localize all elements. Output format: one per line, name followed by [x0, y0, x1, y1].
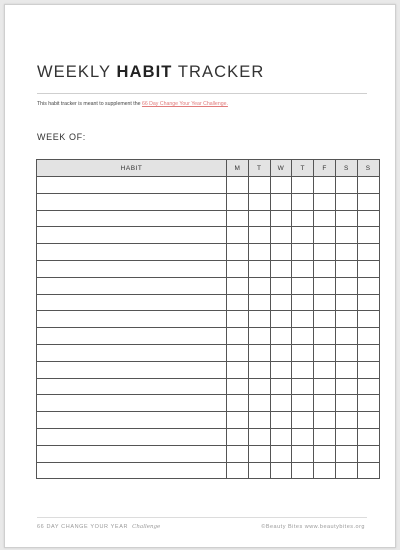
day-checkbox-cell[interactable] [270, 361, 292, 378]
challenge-link[interactable]: 66 Day Change Your Year Challenge. [141, 101, 228, 107]
day-checkbox-cell[interactable] [227, 462, 249, 479]
day-checkbox-cell[interactable] [270, 462, 292, 479]
day-checkbox-cell[interactable] [335, 294, 357, 311]
header-thursday: T [292, 160, 314, 177]
table-row [37, 378, 380, 395]
habit-cell[interactable] [37, 277, 227, 294]
day-checkbox-cell[interactable] [357, 344, 379, 361]
habit-cell[interactable] [37, 193, 227, 210]
day-checkbox-cell[interactable] [292, 311, 314, 328]
day-checkbox-cell[interactable] [357, 311, 379, 328]
day-checkbox-cell[interactable] [292, 177, 314, 194]
day-checkbox-cell[interactable] [357, 428, 379, 445]
day-checkbox-cell[interactable] [270, 428, 292, 445]
day-checkbox-cell[interactable] [314, 193, 336, 210]
day-checkbox-cell[interactable] [270, 210, 292, 227]
day-checkbox-cell[interactable] [357, 361, 379, 378]
day-checkbox-cell[interactable] [357, 328, 379, 345]
day-checkbox-cell[interactable] [248, 177, 270, 194]
day-checkbox-cell[interactable] [227, 277, 249, 294]
day-checkbox-cell[interactable] [357, 445, 379, 462]
day-checkbox-cell[interactable] [357, 412, 379, 429]
day-checkbox-cell[interactable] [314, 311, 336, 328]
day-checkbox-cell[interactable] [314, 244, 336, 261]
day-checkbox-cell[interactable] [248, 344, 270, 361]
title-suffix: TRACKER [172, 63, 265, 81]
day-checkbox-cell[interactable] [314, 378, 336, 395]
day-checkbox-cell[interactable] [248, 378, 270, 395]
table-row [37, 445, 380, 462]
title-prefix: WEEKLY [37, 63, 117, 81]
day-checkbox-cell[interactable] [292, 260, 314, 277]
day-checkbox-cell[interactable] [335, 412, 357, 429]
day-checkbox-cell[interactable] [227, 412, 249, 429]
day-checkbox-cell[interactable] [314, 227, 336, 244]
page-title [37, 63, 264, 82]
day-checkbox-cell[interactable] [292, 428, 314, 445]
day-checkbox-cell[interactable] [227, 395, 249, 412]
day-checkbox-cell[interactable] [357, 462, 379, 479]
day-checkbox-cell[interactable] [270, 395, 292, 412]
day-checkbox-cell[interactable] [248, 277, 270, 294]
day-checkbox-cell[interactable] [248, 210, 270, 227]
day-checkbox-cell[interactable] [314, 344, 336, 361]
habit-cell[interactable] [37, 244, 227, 261]
day-checkbox-cell[interactable] [292, 193, 314, 210]
day-checkbox-cell[interactable] [335, 462, 357, 479]
table-row [37, 277, 380, 294]
day-checkbox-cell[interactable] [227, 177, 249, 194]
footer-left [37, 524, 160, 530]
habit-cell[interactable] [37, 428, 227, 445]
day-checkbox-cell[interactable] [227, 378, 249, 395]
day-checkbox-cell[interactable] [335, 378, 357, 395]
day-checkbox-cell[interactable] [292, 294, 314, 311]
day-checkbox-cell[interactable] [270, 193, 292, 210]
day-checkbox-cell[interactable] [335, 227, 357, 244]
header-habit: HABIT [37, 160, 227, 177]
day-checkbox-cell[interactable] [227, 445, 249, 462]
day-checkbox-cell[interactable] [292, 462, 314, 479]
day-checkbox-cell[interactable] [357, 277, 379, 294]
day-checkbox-cell[interactable] [270, 244, 292, 261]
day-checkbox-cell[interactable] [270, 328, 292, 345]
habit-cell[interactable] [37, 361, 227, 378]
table-row [37, 260, 380, 277]
day-checkbox-cell[interactable] [248, 328, 270, 345]
header-sunday: S [357, 160, 379, 177]
day-checkbox-cell[interactable] [248, 244, 270, 261]
table-row [37, 462, 380, 479]
day-checkbox-cell[interactable] [292, 361, 314, 378]
day-checkbox-cell[interactable] [270, 311, 292, 328]
day-checkbox-cell[interactable] [335, 244, 357, 261]
day-checkbox-cell[interactable] [357, 260, 379, 277]
day-checkbox-cell[interactable] [270, 277, 292, 294]
day-checkbox-cell[interactable] [335, 344, 357, 361]
day-checkbox-cell[interactable] [357, 378, 379, 395]
day-checkbox-cell[interactable] [314, 294, 336, 311]
day-checkbox-cell[interactable] [292, 412, 314, 429]
day-checkbox-cell[interactable] [314, 177, 336, 194]
day-checkbox-cell[interactable] [335, 328, 357, 345]
day-checkbox-cell[interactable] [314, 428, 336, 445]
day-checkbox-cell[interactable] [270, 227, 292, 244]
day-checkbox-cell[interactable] [335, 260, 357, 277]
day-checkbox-cell[interactable] [270, 412, 292, 429]
footer-challenge-name: 66 DAY CHANGE YOUR YEAR [37, 524, 129, 530]
day-checkbox-cell[interactable] [270, 260, 292, 277]
day-checkbox-cell[interactable] [248, 462, 270, 479]
table-row [37, 244, 380, 261]
habit-cell[interactable] [37, 412, 227, 429]
day-checkbox-cell[interactable] [292, 328, 314, 345]
habit-tracker-table [36, 159, 380, 479]
day-checkbox-cell[interactable] [270, 294, 292, 311]
header-friday: F [314, 160, 336, 177]
day-checkbox-cell[interactable] [270, 177, 292, 194]
day-checkbox-cell[interactable] [227, 361, 249, 378]
day-checkbox-cell[interactable] [292, 395, 314, 412]
habit-cell[interactable] [37, 294, 227, 311]
header-saturday: S [335, 160, 357, 177]
table-row [37, 227, 380, 244]
day-checkbox-cell[interactable] [292, 227, 314, 244]
table-row [37, 344, 380, 361]
day-checkbox-cell[interactable] [292, 344, 314, 361]
day-checkbox-cell[interactable] [292, 210, 314, 227]
day-checkbox-cell[interactable] [357, 227, 379, 244]
day-checkbox-cell[interactable] [248, 311, 270, 328]
table-row [37, 177, 380, 194]
title-bold: HABIT [116, 63, 173, 81]
day-checkbox-cell[interactable] [357, 193, 379, 210]
day-checkbox-cell[interactable] [292, 378, 314, 395]
day-checkbox-cell[interactable] [292, 244, 314, 261]
day-checkbox-cell[interactable] [335, 428, 357, 445]
day-checkbox-cell[interactable] [227, 344, 249, 361]
day-checkbox-cell[interactable] [227, 294, 249, 311]
habit-cell[interactable] [37, 445, 227, 462]
table-header-row [37, 160, 380, 177]
day-checkbox-cell[interactable] [270, 344, 292, 361]
footer-script: Challenge [132, 524, 161, 530]
day-checkbox-cell[interactable] [270, 445, 292, 462]
title-divider [37, 93, 367, 94]
day-checkbox-cell[interactable] [314, 462, 336, 479]
day-checkbox-cell[interactable] [227, 260, 249, 277]
day-checkbox-cell[interactable] [248, 361, 270, 378]
day-checkbox-cell[interactable] [248, 428, 270, 445]
table-row [37, 210, 380, 227]
day-checkbox-cell[interactable] [314, 210, 336, 227]
day-checkbox-cell[interactable] [335, 193, 357, 210]
footer-right: ©Beauty Bites www.beautybites.org [261, 524, 365, 530]
day-checkbox-cell[interactable] [357, 395, 379, 412]
day-checkbox-cell[interactable] [227, 428, 249, 445]
day-checkbox-cell[interactable] [227, 311, 249, 328]
day-checkbox-cell[interactable] [335, 177, 357, 194]
day-checkbox-cell[interactable] [357, 177, 379, 194]
day-checkbox-cell[interactable] [335, 311, 357, 328]
day-checkbox-cell[interactable] [335, 210, 357, 227]
header-wednesday: W [270, 160, 292, 177]
habit-cell[interactable] [37, 227, 227, 244]
header-tuesday: T [248, 160, 270, 177]
day-checkbox-cell[interactable] [227, 328, 249, 345]
habit-cell[interactable] [37, 395, 227, 412]
day-checkbox-cell[interactable] [357, 210, 379, 227]
day-checkbox-cell[interactable] [314, 445, 336, 462]
table-row [37, 294, 380, 311]
day-checkbox-cell[interactable] [357, 294, 379, 311]
day-checkbox-cell[interactable] [335, 361, 357, 378]
habit-cell[interactable] [37, 177, 227, 194]
day-checkbox-cell[interactable] [270, 378, 292, 395]
table-row [37, 428, 380, 445]
day-checkbox-cell[interactable] [248, 227, 270, 244]
day-checkbox-cell[interactable] [314, 395, 336, 412]
day-checkbox-cell[interactable] [335, 445, 357, 462]
habit-cell[interactable] [37, 344, 227, 361]
day-checkbox-cell[interactable] [227, 193, 249, 210]
table-row [37, 412, 380, 429]
table-row [37, 311, 380, 328]
habit-cell[interactable] [37, 260, 227, 277]
intro-text [37, 101, 228, 107]
intro-body: This habit tracker is meant to supplement the [37, 101, 142, 107]
table-row [37, 361, 380, 378]
day-checkbox-cell[interactable] [357, 244, 379, 261]
habit-cell[interactable] [37, 378, 227, 395]
table-row [37, 328, 380, 345]
habit-cell[interactable] [37, 328, 227, 345]
day-checkbox-cell[interactable] [314, 277, 336, 294]
day-checkbox-cell[interactable] [314, 412, 336, 429]
day-checkbox-cell[interactable] [227, 227, 249, 244]
day-checkbox-cell[interactable] [335, 395, 357, 412]
day-checkbox-cell[interactable] [248, 395, 270, 412]
day-checkbox-cell[interactable] [227, 210, 249, 227]
table-row [37, 193, 380, 210]
day-checkbox-cell[interactable] [314, 260, 336, 277]
day-checkbox-cell[interactable] [314, 328, 336, 345]
day-checkbox-cell[interactable] [335, 277, 357, 294]
habit-cell[interactable] [37, 210, 227, 227]
week-of-label: WEEK OF: [37, 132, 86, 142]
habit-cell[interactable] [37, 311, 227, 328]
day-checkbox-cell[interactable] [248, 294, 270, 311]
day-checkbox-cell[interactable] [248, 445, 270, 462]
document-page [4, 4, 396, 548]
day-checkbox-cell[interactable] [292, 445, 314, 462]
day-checkbox-cell[interactable] [314, 361, 336, 378]
footer-divider [37, 517, 367, 518]
table-row [37, 395, 380, 412]
header-monday: M [227, 160, 249, 177]
day-checkbox-cell[interactable] [248, 412, 270, 429]
habit-cell[interactable] [37, 462, 227, 479]
day-checkbox-cell[interactable] [248, 260, 270, 277]
day-checkbox-cell[interactable] [292, 277, 314, 294]
day-checkbox-cell[interactable] [227, 244, 249, 261]
day-checkbox-cell[interactable] [248, 193, 270, 210]
table-body [37, 177, 380, 479]
